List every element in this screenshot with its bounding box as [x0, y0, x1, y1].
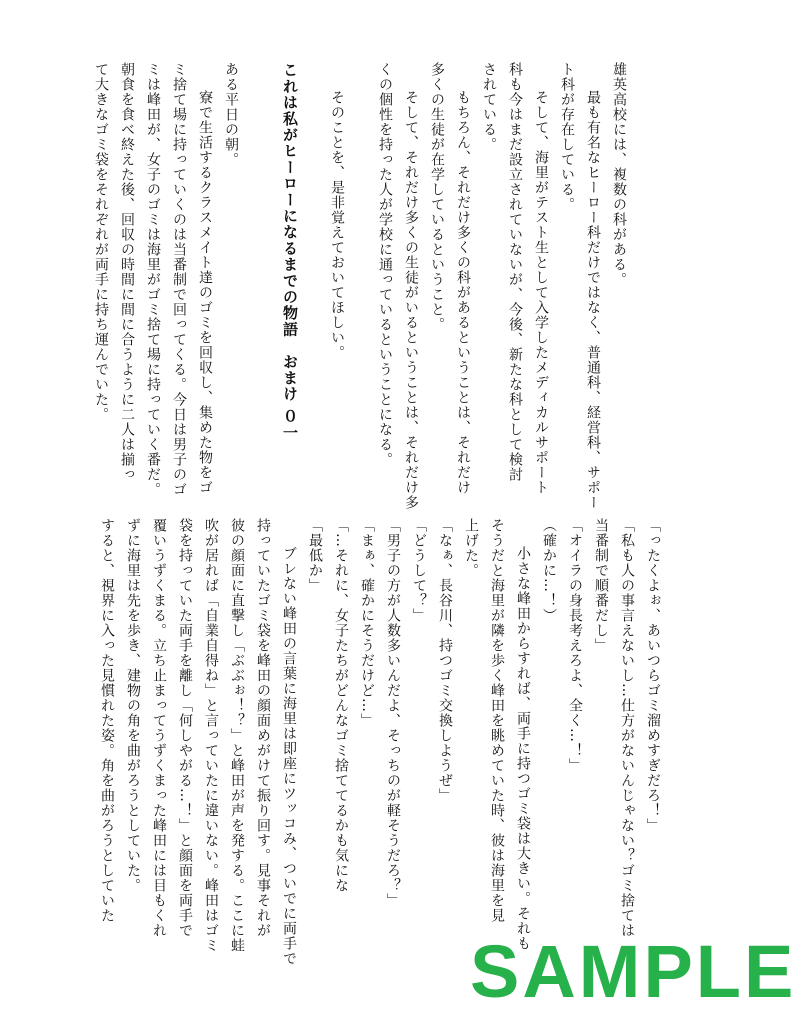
text-column: 上げた。: [463, 518, 479, 578]
text-column: そうだと海里が隣を歩く峰田を眺めていた時、彼は海里を見: [489, 518, 505, 923]
text-column: 寮で生活するクラスメイト達のゴミを回収し、集めた物をゴ: [197, 90, 213, 495]
text-column: 雄英高校には、複数の科がある。: [611, 62, 627, 287]
text-column: 彼の顔面に直撃し「ぶぶぉ！？」と峰田が声を発する。ここに蛙: [229, 518, 245, 953]
text-column: 「私も人の事言えないし…仕方がないんじゃない？ゴミ捨ては: [619, 518, 635, 938]
text-column: されている。: [481, 62, 497, 152]
text-column: て大きなゴミ袋をそれぞれが両手に持ち運んでいた。: [93, 62, 109, 422]
text-column: 「まぁ、確かにそうだけど…」: [359, 518, 375, 728]
text-column: ミ捨て場に持っていくのは当番制で回ってくる。今日は男子のゴ: [171, 62, 187, 497]
text-column: 当番制で順番だし」: [593, 518, 609, 653]
text-column: 「男子の方が人数多いんだよ、そっちのが軽そうだろ？」: [385, 518, 401, 908]
chapter-title: これは私がヒーローになるまでの物語 おまけ ０一: [281, 62, 299, 442]
text-column: 「ったくよぉ、あいつらゴミ溜めすぎだろ！」: [645, 518, 661, 833]
text-column: 袋を持っていた両手を離し「何しやがる…！」と顔面を両手で: [177, 518, 193, 938]
text-column: 多くの生徒が在学しているということ。: [429, 62, 445, 332]
text-column: ある平日の朝。: [223, 62, 239, 167]
sample-watermark: SAMPLE: [470, 930, 796, 1013]
text-column: 「…それに、女子たちがどんなゴミ捨ててるかも気にな: [333, 518, 349, 893]
text-column: 吹が居れば「自業自得ね」と言っていたに違いない。峰田はゴミ: [203, 518, 219, 953]
text-column: 朝食を食べ終えた後、回収の時間に間に合うように二人は揃っ: [119, 62, 135, 482]
text-column: そのことを、是非覚えておいてほしい。: [329, 90, 345, 360]
text-column: ブレない峰田の言葉に海里は即座にツッコみ、ついでに両手で: [281, 546, 297, 966]
text-column: 「どうして？」: [411, 518, 427, 623]
text-column: 最も有名なヒーロー科だけではなく、普通科、経営科、サポー: [585, 90, 601, 510]
text-column: そして、それだけ多くの生徒がいるということは、それだけ多: [403, 90, 419, 510]
text-column: ミは峰田が、女子のゴミは海里がゴミ捨て場に持っていく番だ。: [145, 62, 161, 497]
text-column: ト科が存在している。: [559, 62, 575, 212]
text-column: もちろん、それだけ多くの科があるということは、それだけ: [455, 90, 471, 495]
text-column: 持っていたゴミ袋を峰田の顔面めがけて振り回す。見事それが: [255, 518, 271, 938]
text-column: 「オイラの身長考えろよ、全く…！」: [567, 518, 583, 773]
text-column: 覆いうずくまる。立ち止まってうずくまった峰田には目もくれ: [151, 518, 167, 938]
text-column: ずに海里は先を歩き、建物の角を曲がろうとしていた。: [125, 518, 141, 893]
text-column: 小さな峰田からすれば、両手に持つゴミ袋は大きい。それも: [515, 546, 531, 951]
text-column: すると、視界に入った見慣れた姿。角を曲がろうとしていた: [99, 518, 115, 923]
text-column: （確かに…！）: [541, 518, 557, 623]
text-column: 科も今はまだ設立されていないが、今後、新たな科として検討: [507, 62, 523, 482]
text-column: 「最低か」: [307, 518, 323, 593]
text-column: くの個性を持った人が学校に通っているということになる。: [377, 62, 393, 467]
text-column: そして、海里がテスト生として入学したメディカルサポート: [533, 90, 549, 495]
text-column: 「なぁ、長谷川、持つゴミ交換しようぜ」: [437, 518, 453, 803]
